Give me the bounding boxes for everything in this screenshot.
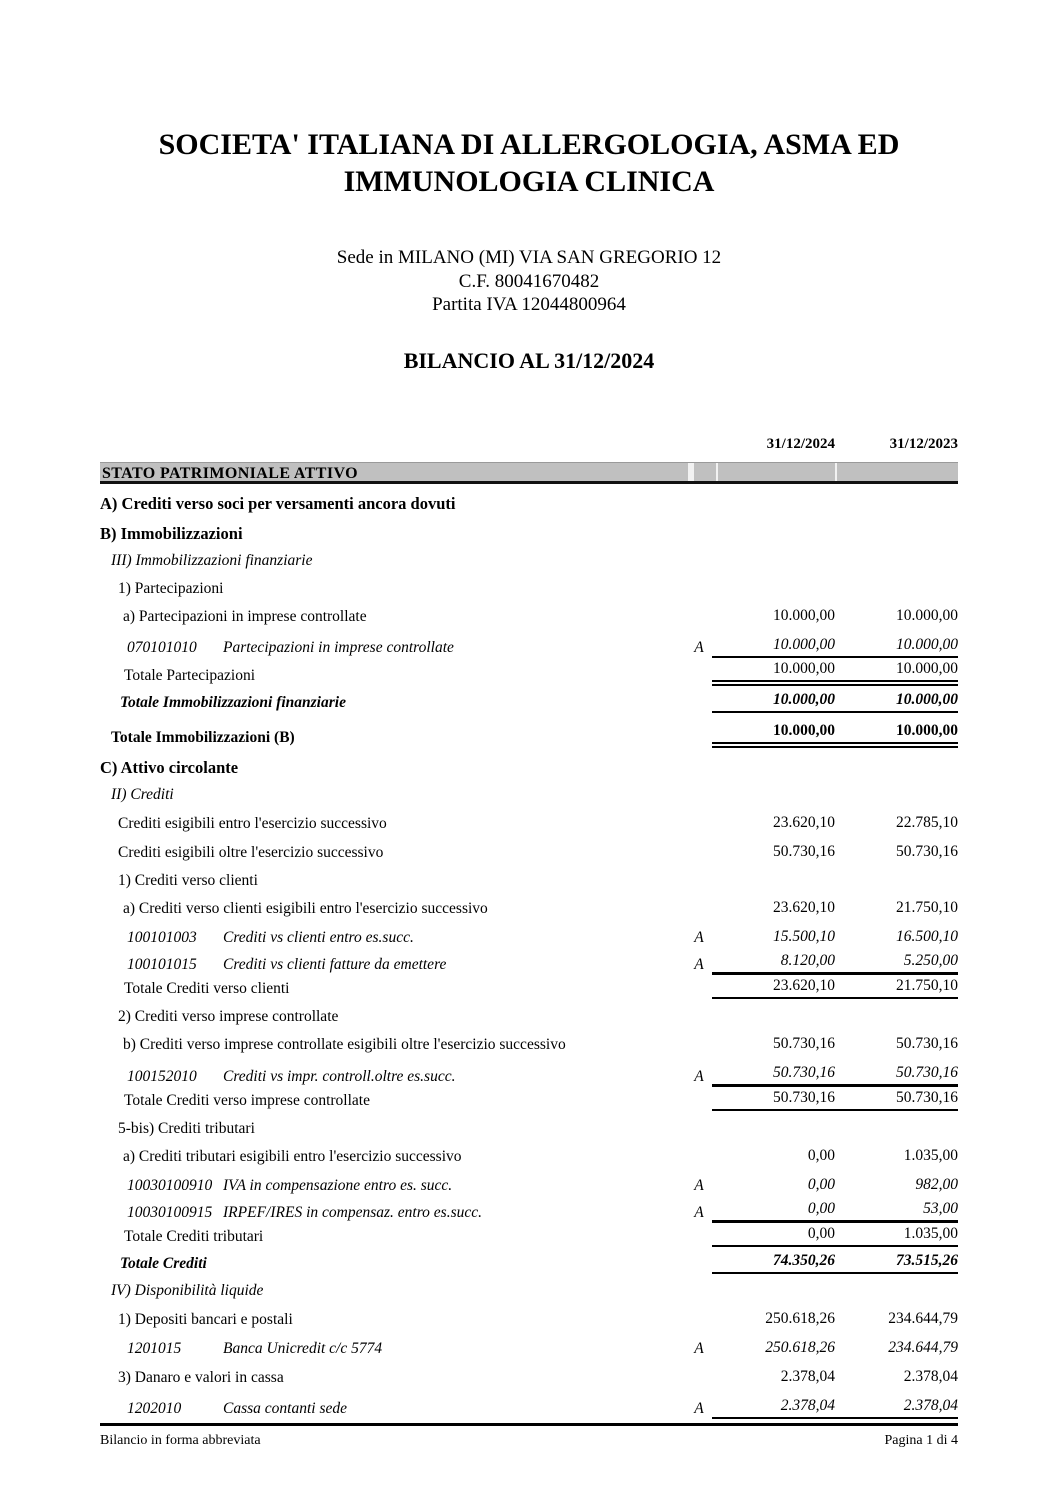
account-label: [100, 928, 686, 948]
value-current-year: 2.378,04: [780, 1396, 835, 1414]
value-prior-year: 2.378,04: [903, 1367, 958, 1385]
value-current-year: 10.000,00: [773, 659, 835, 677]
table-row: [100, 551, 958, 571]
value-prior-year: 73.515,26: [896, 1251, 958, 1269]
table-row: [100, 1251, 958, 1274]
account-flag: A: [694, 928, 704, 946]
value-prior-year: 234.644,79: [888, 1309, 958, 1327]
table-row: [100, 721, 958, 748]
value-prior-year: 50.730,16: [896, 1034, 958, 1052]
value-current-year: 15.500,10: [773, 927, 835, 945]
row-label: b) Crediti verso imprese controllate esigibili oltre l'esercizio successivo: [123, 1035, 566, 1053]
account-description: IRPEF/IRES in compensaz. entro es.succ.: [223, 1203, 482, 1221]
value-prior-year: 50.730,16: [896, 1088, 958, 1106]
row-label: IV) Disponibilità liquide: [111, 1281, 264, 1299]
document-header: [100, 126, 958, 374]
company-vat-number: Partita IVA 12044800964: [432, 294, 626, 315]
table-row: [100, 951, 958, 975]
value-prior-year: 982,00: [915, 1175, 958, 1193]
row-label: B) Immobilizzazioni: [100, 523, 243, 543]
value-prior-year: 21.750,10: [896, 898, 958, 916]
row-label: Totale Immobilizzazioni (B): [111, 728, 295, 746]
row-label: C) Attivo circolante: [100, 757, 239, 777]
row-label: Totale Crediti tributari: [124, 1227, 264, 1245]
account-code: 1201015: [127, 1339, 182, 1357]
table-row: [100, 813, 958, 834]
row-label: Totale Immobilizzazioni finanziarie: [120, 693, 346, 711]
account-flag: A: [694, 955, 704, 973]
table-row: [100, 659, 958, 686]
row-label: Totale Crediti: [120, 1254, 207, 1272]
value-prior-year: 10.000,00: [896, 690, 958, 708]
value-current-year: 74.350,26: [773, 1251, 835, 1269]
account-flag: A: [694, 1067, 704, 1085]
table-row: [100, 871, 958, 891]
table-row: [100, 524, 958, 544]
value-prior-year: 1.035,00: [903, 1146, 958, 1164]
company-address: Sede in MILANO (MI) VIA SAN GREGORIO 12: [336, 247, 722, 268]
value-prior-year: 10.000,00: [896, 606, 958, 624]
account-flag: A: [694, 638, 704, 656]
value-prior-year: 21.750,10: [896, 976, 958, 994]
table-row: [100, 1007, 958, 1027]
company-name-line1: SOCIETA' ITALIANA DI ALLERGOLOGIA, ASMA ED: [158, 128, 900, 161]
account-description: Crediti vs clienti entro es.succ.: [223, 928, 414, 946]
company-name: [100, 126, 958, 200]
value-prior-year: 10.000,00: [896, 635, 958, 653]
value-current-year: 23.620,10: [773, 898, 835, 916]
section-title: STATO PATRIMONIALE ATTIVO: [100, 463, 688, 481]
footer-page-number: Pagina 1 di 4: [884, 1433, 958, 1448]
value-prior-year: 234.644,79: [888, 1338, 958, 1356]
document-footer: [100, 1423, 958, 1449]
column-headers: [100, 434, 958, 454]
row-label: 5-bis) Crediti tributari: [118, 1119, 255, 1137]
account-flag: A: [694, 1176, 704, 1194]
value-current-year: 0,00: [807, 1146, 835, 1164]
row-label: a) Partecipazioni in imprese controllate: [123, 607, 367, 625]
account-label: [100, 1067, 686, 1087]
table-row: [100, 1119, 958, 1139]
table-row: [100, 1088, 958, 1111]
row-label: Totale Crediti verso imprese controllate: [124, 1091, 370, 1109]
account-description: Partecipazioni in imprese controllate: [223, 638, 454, 656]
value-prior-year: 10.000,00: [896, 721, 958, 739]
account-code: 1202010: [127, 1399, 182, 1417]
value-current-year: 50.730,16: [773, 842, 835, 860]
row-label: 1) Crediti verso clienti: [118, 871, 258, 889]
table-row: [100, 606, 958, 627]
account-label: [100, 1176, 686, 1196]
row-label: Crediti esigibili oltre l'esercizio successivo: [118, 843, 384, 861]
value-current-year: 250.618,26: [765, 1309, 835, 1327]
report-title: BILANCIO AL 31/12/2024: [403, 347, 655, 373]
account-label: [100, 1339, 686, 1359]
row-label: II) Crediti: [111, 785, 174, 803]
table-row: [100, 1146, 958, 1167]
value-current-year: 10.000,00: [773, 635, 835, 653]
table-row: [100, 1224, 958, 1247]
value-current-year: 23.620,10: [773, 813, 835, 831]
value-current-year: 50.730,16: [773, 1063, 835, 1081]
account-label: [100, 1399, 686, 1419]
account-description: IVA in compensazione entro es. succ.: [223, 1176, 453, 1194]
account-flag: A: [694, 1203, 704, 1221]
value-prior-year: 53,00: [923, 1199, 958, 1217]
value-current-year: 2.378,04: [780, 1367, 835, 1385]
account-description: Crediti vs clienti fatture da emettere: [223, 955, 447, 973]
table-row: [100, 690, 958, 713]
value-current-year: 50.730,16: [773, 1034, 835, 1052]
value-prior-year: 10.000,00: [896, 659, 958, 677]
table-row: [100, 898, 958, 919]
value-prior-year: 5.250,00: [903, 951, 958, 969]
account-description: Banca Unicredit c/c 5774: [223, 1339, 383, 1357]
row-label: III) Immobilizzazioni finanziarie: [111, 551, 313, 569]
value-current-year: 8.120,00: [780, 951, 835, 969]
column-header-prior-year: 31/12/2023: [889, 435, 958, 452]
value-prior-year: 16.500,10: [896, 927, 958, 945]
table-row: [100, 758, 958, 778]
row-label: 1) Partecipazioni: [118, 579, 224, 597]
table-row: [100, 1396, 958, 1419]
company-fiscal-code: C.F. 80041670482: [458, 270, 600, 292]
table-row: [100, 1309, 958, 1330]
value-current-year: 10.000,00: [773, 721, 835, 739]
table-row: [100, 1034, 958, 1055]
company-name-line2: IMMUNOLOGIA CLINICA: [343, 165, 715, 198]
account-flag: A: [694, 1399, 704, 1417]
account-label: [100, 638, 686, 658]
row-label: a) Crediti tributari esigibili entro l'esercizio successivo: [123, 1147, 462, 1165]
table-row: [100, 976, 958, 999]
value-current-year: 0,00: [807, 1224, 835, 1242]
account-code: 070101010: [127, 638, 197, 656]
row-label: Crediti esigibili entro l'esercizio successivo: [118, 814, 387, 832]
table-row: [100, 579, 958, 599]
table-row: [100, 494, 958, 514]
table-row: [100, 842, 958, 863]
value-prior-year: 50.730,16: [896, 842, 958, 860]
balance-rows: [100, 494, 958, 1419]
row-label: 1) Depositi bancari e postali: [118, 1310, 293, 1328]
account-code: 100101003: [127, 928, 197, 946]
account-description: Cassa contanti sede: [223, 1399, 347, 1417]
section-title-bar: [100, 462, 958, 484]
table-row: [100, 1367, 958, 1388]
value-prior-year: 2.378,04: [903, 1396, 958, 1414]
account-label: [100, 1203, 686, 1223]
company-details: [100, 246, 958, 317]
table-row: [100, 1175, 958, 1196]
table-row: [100, 1199, 958, 1223]
footer-rule: [100, 1423, 958, 1426]
account-code: 100101015: [127, 955, 197, 973]
footer-document-type: Bilancio in forma abbreviata: [100, 1433, 261, 1448]
table-row: [100, 1063, 958, 1087]
value-current-year: 0,00: [807, 1175, 835, 1193]
value-current-year: 0,00: [807, 1199, 835, 1217]
row-label: 3) Danaro e valori in cassa: [118, 1368, 284, 1386]
column-header-current-year: 31/12/2024: [766, 435, 835, 452]
account-description: Crediti vs impr. controll.oltre es.succ.: [223, 1067, 456, 1085]
value-current-year: 250.618,26: [765, 1338, 835, 1356]
row-label: a) Crediti verso clienti esigibili entro l'esercizio successivo: [123, 899, 488, 917]
value-current-year: 23.620,10: [773, 976, 835, 994]
table-row: [100, 635, 958, 658]
value-current-year: 10.000,00: [773, 690, 835, 708]
account-label: [100, 955, 686, 975]
value-current-year: 10.000,00: [773, 606, 835, 624]
table-row: [100, 785, 958, 805]
row-label: Totale Partecipazioni: [124, 666, 256, 684]
table-row: [100, 927, 958, 948]
table-row: [100, 1281, 958, 1301]
account-flag: A: [694, 1339, 704, 1357]
row-label: 2) Crediti verso imprese controllate: [118, 1007, 339, 1025]
row-label: A) Crediti verso soci per versamenti ancora dovuti: [100, 493, 456, 513]
value-prior-year: 22.785,10: [896, 813, 958, 831]
account-code: 10030100915: [127, 1203, 213, 1221]
table-row: [100, 1338, 958, 1359]
row-label: Totale Crediti verso clienti: [124, 979, 290, 997]
account-code: 10030100910: [127, 1176, 213, 1194]
value-prior-year: 50.730,16: [896, 1063, 958, 1081]
value-current-year: 50.730,16: [773, 1088, 835, 1106]
value-prior-year: 1.035,00: [903, 1224, 958, 1242]
account-code: 100152010: [127, 1067, 197, 1085]
